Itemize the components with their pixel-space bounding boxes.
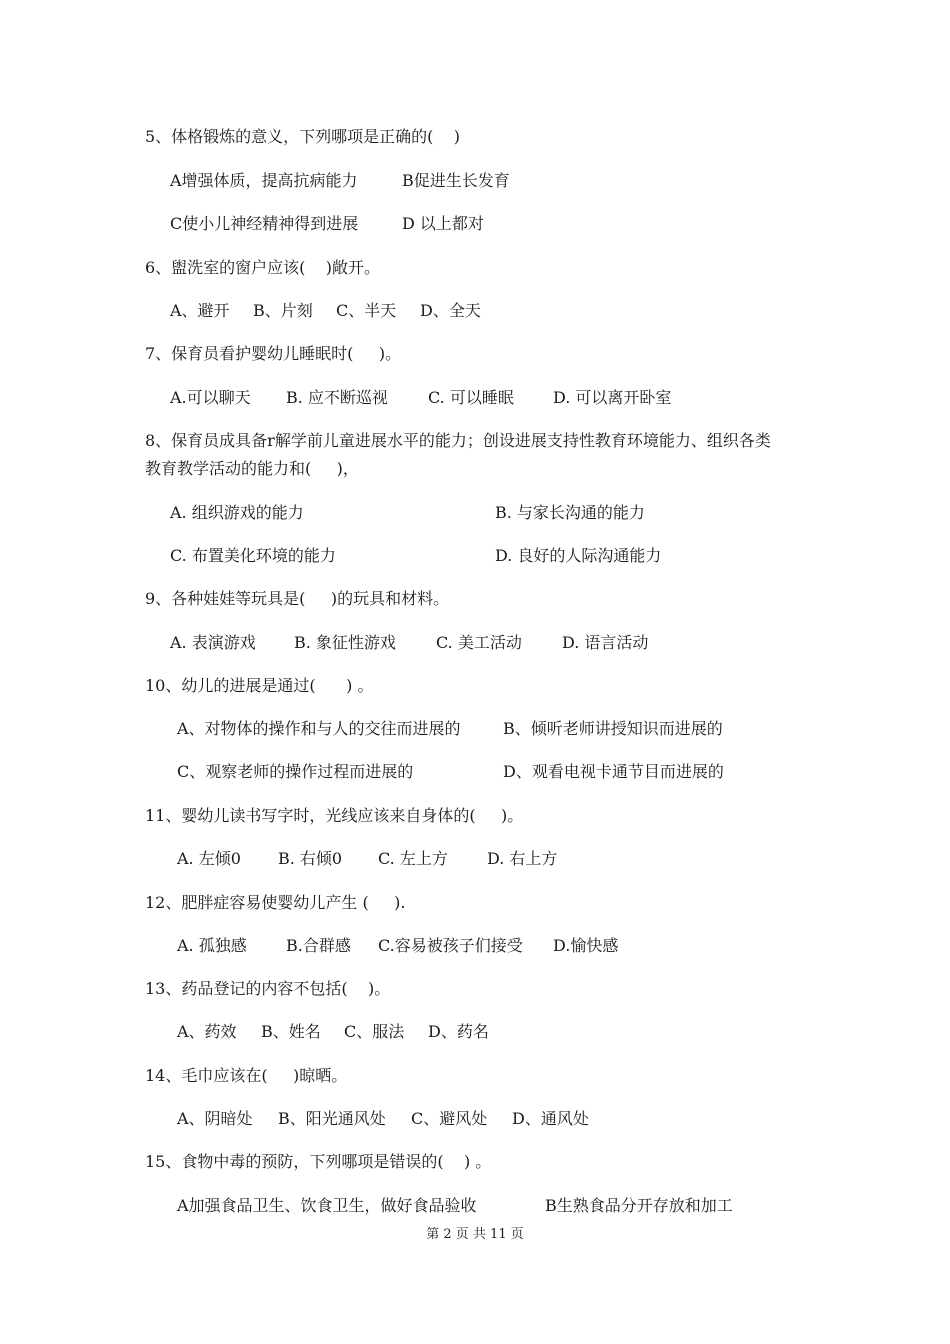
question-9-option-b: B. 象征性游戏 xyxy=(294,633,396,652)
question-11-option-d: D. 右上方 xyxy=(487,849,558,868)
question-11-option-c: C. 左上方 xyxy=(378,849,448,868)
question-7-option-a: A.可以聊天 xyxy=(170,388,251,407)
question-14-stem: 14、毛巾应该在( )晾晒。 xyxy=(145,1066,348,1085)
question-8-option-b: B. 与家长沟通的能力 xyxy=(495,503,645,522)
question-7-option-b: B. 应不断巡视 xyxy=(286,388,388,407)
question-15-option-a: A加强食品卫生、饮食卫生，做好食品验收 xyxy=(177,1196,477,1215)
question-13-option-c: C、服法 xyxy=(344,1022,405,1041)
question-6-option-d: D、全天 xyxy=(420,301,481,320)
question-15-stem: 15、食物中毒的预防，下列哪项是错误的( ) 。 xyxy=(145,1152,492,1171)
question-10-option-d: D、观看电视卡通节目而进展的 xyxy=(503,762,724,781)
question-10-stem: 10、幼儿的进展是通过( ) 。 xyxy=(145,676,374,695)
question-12-option-b: B.合群感 xyxy=(286,936,351,955)
question-12-option-d: D.愉快感 xyxy=(553,936,619,955)
question-14-option-d: D、通风处 xyxy=(512,1109,589,1128)
question-9-option-c: C. 美工活动 xyxy=(436,633,522,652)
question-11-stem: 11、婴幼儿读书写字时，光线应该来自身体的( )。 xyxy=(145,806,524,825)
question-8-stem: 8、保育员成具备r解学前儿童进展水平的能力；创设进展支持性教育环境能力、组织各类 xyxy=(145,431,771,450)
question-7-stem: 7、保育员看护婴幼儿睡眠时( )。 xyxy=(145,344,402,363)
question-13-option-a: A、药效 xyxy=(177,1022,237,1041)
page-number-footer: 第 2 页 共 11 页 xyxy=(426,1227,524,1242)
question-11-option-b: B. 右倾0 xyxy=(278,849,343,868)
question-8-stem-continued: 教育教学活动的能力和( )， xyxy=(145,459,359,478)
question-14-option-c: C、避风处 xyxy=(411,1109,488,1128)
question-8-option-a: A. 组织游戏的能力 xyxy=(170,503,304,522)
question-5-option-d: D 以上都对 xyxy=(402,214,484,233)
question-6-stem: 6、盥洗室的窗户应该( )敞开。 xyxy=(145,258,381,277)
question-5-option-b: B促进生长发育 xyxy=(402,171,510,190)
question-14-option-b: B、阳光通风处 xyxy=(278,1109,386,1128)
question-5-stem: 5、体格锻炼的意义，下列哪项是正确的( ) xyxy=(145,127,461,146)
question-9-option-d: D. 语言活动 xyxy=(562,633,649,652)
question-9-stem: 9、各种娃娃等玩具是( )的玩具和材料。 xyxy=(145,589,450,608)
question-14-option-a: A、阴暗处 xyxy=(177,1109,253,1128)
question-10-option-a: A、对物体的操作和与人的交往而进展的 xyxy=(177,719,461,738)
question-11-option-a: A. 左倾0 xyxy=(177,849,241,868)
question-7-option-d: D. 可以离开卧室 xyxy=(553,388,672,407)
question-10-option-b: B、倾听老师讲授知识而进展的 xyxy=(503,719,723,738)
question-5-option-c: C使小儿神经精神得到进展 xyxy=(170,214,359,233)
question-10-option-c: C、观察老师的操作过程而进展的 xyxy=(177,762,414,781)
question-13-option-b: B、姓名 xyxy=(261,1022,321,1041)
question-13-option-d: D、药名 xyxy=(428,1022,489,1041)
question-6-option-c: C、半天 xyxy=(336,301,397,320)
question-6-option-b: B、片刻 xyxy=(253,301,313,320)
question-8-option-d: D. 良好的人际沟通能力 xyxy=(495,546,662,565)
question-5-option-a: A增强体质，提高抗病能力 xyxy=(170,171,358,190)
question-13-stem: 13、药品登记的内容不包括( )。 xyxy=(145,979,391,998)
question-7-option-c: C. 可以睡眠 xyxy=(428,388,514,407)
question-12-option-a: A. 孤独感 xyxy=(177,936,247,955)
question-8-option-c: C. 布置美化环境的能力 xyxy=(170,546,336,565)
question-15-option-b: B生熟食品分开存放和加工 xyxy=(545,1196,733,1215)
question-12-stem: 12、肥胖症容易使婴幼儿产生 ( ). xyxy=(145,893,406,912)
question-9-option-a: A. 表演游戏 xyxy=(170,633,256,652)
question-6-option-a: A、避开 xyxy=(170,301,230,320)
question-12-option-c: C.容易被孩子们接受 xyxy=(378,936,523,955)
